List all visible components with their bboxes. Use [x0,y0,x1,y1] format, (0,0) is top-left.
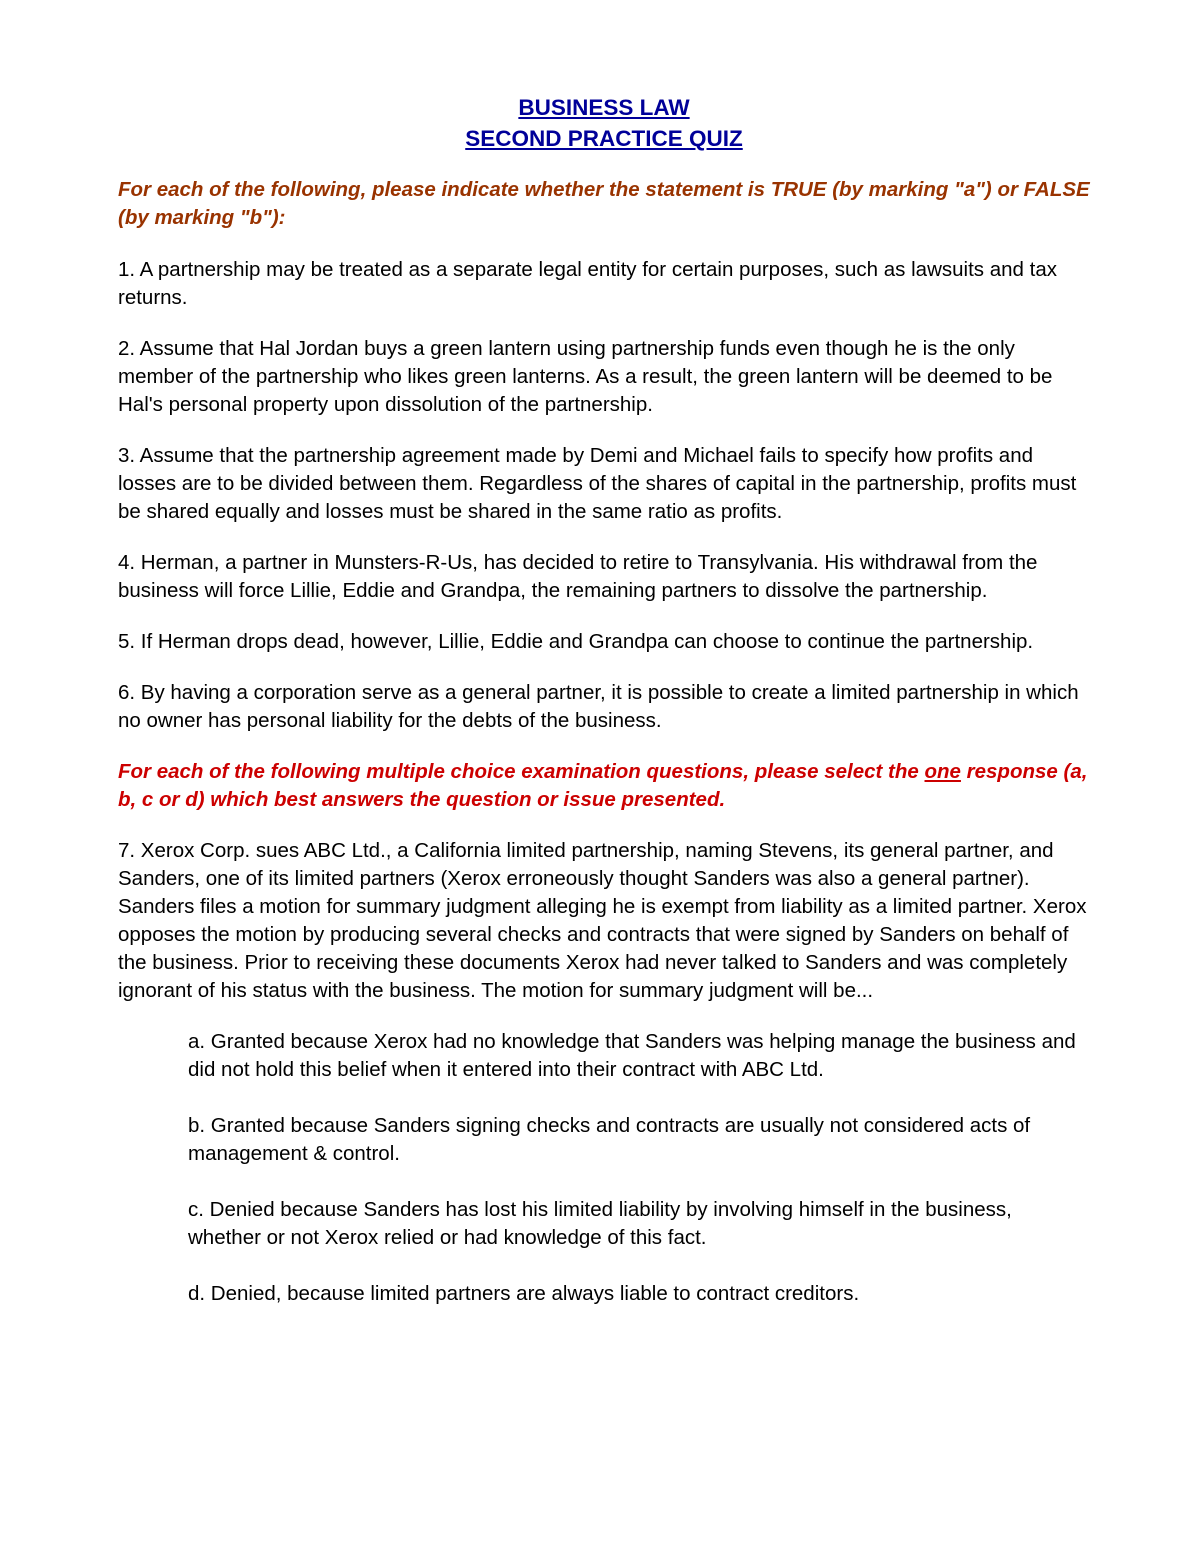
question-7: 7. Xerox Corp. sues ABC Ltd., a California limited partnership, naming Stevens, its general partner, and Sanders, one of its limited partners (Xerox erroneously thought Sanders was also a general partner). Sanders files a motion for summary judgment alleging he is exempt from liability as a limited partner. Xerox opposes the motion by producing several checks and contracts that were signed by Sanders on behalf of the business. Prior to receiving these documents Xerox had never talked to Sanders and was completely ignorant of his status with the business. The motion for summary judgment will be... [118,839,1087,1002]
choice-b: b. Granted because Sanders signing checks and contracts are usually not considered acts of management & control. [188,1114,1031,1165]
choice-c: c. Denied because Sanders has lost his limited liability by involving himself in the business, whether or not Xerox relied or had knowledge of this fact. [188,1198,1012,1249]
instructions-emphasis: one [924,760,961,783]
quiz-page [118,92,1090,1308]
instructions-text-start: For each of the following multiple choice examination questions, please select the [118,760,925,783]
question-4: 4. Herman, a partner in Munsters-R-Us, has decided to retire to Transylvania. His withdrawal from the business will force Lillie, Eddie and Grandpa, the remaining partners to dissolve the partnership. [118,551,1038,602]
question-1: 1. A partnership may be treated as a separate legal entity for certain purposes, such as lawsuits and tax returns. [118,258,1057,309]
choice-a: a. Granted because Xerox had no knowledge that Sanders was helping manage the business and did not hold this belief when it entered into their contract with ABC Ltd. [188,1030,1076,1081]
question-5: 5. If Herman drops dead, however, Lillie, Eddie and Grandpa can choose to continue the partnership. [118,630,1034,653]
question-3: 3. Assume that the partnership agreement made by Demi and Michael fails to specify how profits and losses are to be divided between them. Regardless of the shares of capital in the partnership, profits must be shared equally and losses must be shared in the same ratio as profits. [118,444,1077,523]
choice-d: d. Denied, because limited partners are always liable to contract creditors. [188,1282,860,1305]
multiple-choice-instructions [118,758,1090,814]
true-false-instructions: For each of the following, please indicate whether the statement is TRUE (by marking "a") or FALSE (by marking "b"): [118,178,1090,229]
question-6: 6. By having a corporation serve as a general partner, it is possible to create a limited partnership in which no owner has personal liability for the debts of the business. [118,681,1079,732]
instructions-text-end: response (a, b, c or d) which best answers the question or issue presented. [118,760,1088,811]
title-line-1: BUSINESS LAW [518,95,690,120]
title-line-2: SECOND PRACTICE QUIZ [465,126,743,151]
question-2: 2. Assume that Hal Jordan buys a green lantern using partnership funds even though he is the only member of the partnership who likes green lanterns. As a result, the green lantern will be deemed to be Hal's personal property upon dissolution of the partnership. [118,337,1053,416]
